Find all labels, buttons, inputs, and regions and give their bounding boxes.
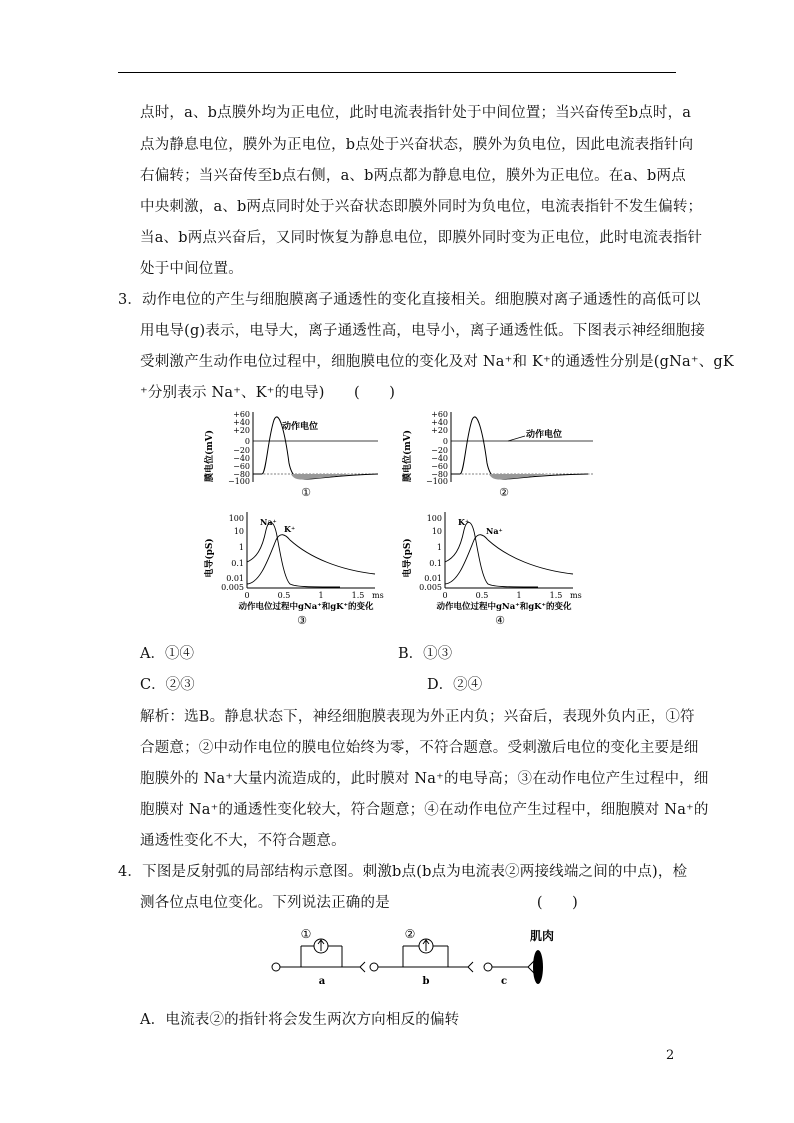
analysis-line: 解析：选B。静息状态下，神经细胞膜表现为外正内负；兴奋后，表现外负内正，①符 (140, 709, 695, 725)
svg-text:100: 100 (426, 514, 442, 523)
figure-q3 (190, 408, 620, 640)
ap-label: 动作电位 (526, 430, 563, 440)
label-c: c (500, 976, 508, 987)
svg-text:0.5: 0.5 (475, 591, 489, 600)
svg-text:100: 100 (228, 514, 244, 523)
svg-text:0: 0 (442, 591, 448, 600)
panel-1 (203, 410, 378, 499)
question-4-line: 测各位点电位变化。下列说法正确的是 ( ) (140, 895, 579, 911)
option-b: B．①③ (398, 646, 453, 662)
svg-text:0.5: 0.5 (277, 591, 291, 600)
y-axis-label: 电导(pS) (403, 538, 413, 578)
panel-2 (401, 410, 593, 499)
text-line: 点为静息电位，膜外为正电位，b点处于兴奋状态，膜外为负电位，因此电流表指针向 (140, 137, 694, 153)
ap-label: 动作电位 (282, 422, 319, 432)
svg-text:0: 0 (244, 591, 250, 600)
x-axis-label: 动作电位过程中gNa⁺和gK⁺的变化 (238, 602, 374, 612)
x-axis-label: 动作电位过程中gNa⁺和gK⁺的变化 (436, 602, 572, 612)
svg-text:−80: −80 (431, 470, 448, 479)
svg-text:ms: ms (570, 591, 582, 600)
svg-text:1.5: 1.5 (549, 591, 563, 600)
analysis-line: 胞膜外的 Na⁺大量内流造成的，此时膜对 Na⁺的电导高；③在动作电位产生过程中，细 (140, 771, 709, 787)
na-label: Na⁺ (260, 517, 277, 527)
analysis-line: 合题意；②中动作电位的膜电位始终为零，不符合题意。受刺激后电位的变化主要是细 (140, 740, 699, 756)
svg-text:1: 1 (318, 591, 324, 600)
option-c: C．②③ (140, 677, 195, 693)
svg-text:1.5: 1.5 (351, 591, 365, 600)
svg-text:0: 0 (244, 437, 250, 446)
svg-text:10: 10 (233, 527, 244, 536)
text-line: 右偏转；当兴奋传至b点右侧，a、b两点都为静息电位，膜外为正电位。在a、b两点 (140, 168, 686, 184)
svg-text:−20: −20 (431, 446, 448, 455)
svg-text:ms: ms (372, 591, 384, 600)
svg-text:0: 0 (442, 437, 448, 446)
svg-text:0.005: 0.005 (419, 583, 442, 592)
y-axis-label: 膜电位(mV) (205, 429, 215, 483)
label-b: b (422, 976, 430, 987)
svg-text:+60: +60 (233, 410, 250, 419)
panel-label: ② (499, 486, 509, 499)
analysis-line: 通透性变化不大，不符合题意。 (140, 833, 346, 849)
svg-text:1: 1 (238, 543, 244, 552)
na-label: Na⁺ (486, 526, 503, 536)
svg-text:+40: +40 (233, 418, 250, 427)
text-line: 处于中间位置。 (140, 261, 243, 277)
svg-text:0.005: 0.005 (221, 583, 244, 592)
svg-text:0.01: 0.01 (226, 574, 244, 583)
panel-label: ① (301, 486, 311, 499)
muscle-shape (533, 950, 543, 984)
svg-text:1: 1 (516, 591, 522, 600)
option-d: D．②④ (427, 677, 483, 693)
panel-3 (203, 512, 384, 627)
muscle-label: 肌肉 (530, 929, 555, 943)
svg-text:0.1: 0.1 (231, 559, 244, 568)
meter-1-label: ① (300, 927, 312, 941)
text-line: 点时，a、b点膜外均为正电位，此时电流表指针处于中间位置；当兴奋传至b点时，a (140, 105, 692, 121)
svg-text:−20: −20 (233, 446, 250, 455)
svg-text:−40: −40 (233, 454, 250, 463)
svg-text:−60: −60 (431, 462, 448, 471)
svg-text:10: 10 (431, 527, 442, 536)
svg-text:0.01: 0.01 (424, 574, 442, 583)
svg-text:−40: −40 (431, 454, 448, 463)
question-4-line: 4．下图是反射弧的局部结构示意图。刺激b点(b点为电流表②两接线端之间的中点)，检 (118, 864, 688, 880)
header-rule (118, 72, 676, 73)
svg-text:+20: +20 (431, 426, 448, 435)
svg-text:1: 1 (436, 543, 442, 552)
text-line: 中央刺激，a、b两点同时处于兴奋状态即膜外同时为负电位，电流表指针不发生偏转； (140, 199, 703, 215)
panel-4 (401, 512, 582, 627)
svg-text:−100: −100 (228, 477, 250, 486)
text-line: 当a、b两点兴奋后，又同时恢复为静息电位，即膜外同时变为正电位，此时电流表指针 (140, 230, 703, 246)
y-axis-label: 膜电位(mV) (403, 429, 413, 483)
option-a: A．①④ (140, 646, 194, 662)
question-3-line: ⁺分别表示 Na⁺、K⁺的电导) ( ) (140, 385, 396, 401)
page-number: 2 (666, 1048, 675, 1063)
svg-text:−100: −100 (426, 477, 448, 486)
analysis-line: 胞膜对 Na⁺的通透性变化较大，符合题意；④在动作电位产生过程中，细胞膜对 Na⁺的 (140, 802, 709, 818)
question-4-option-a: A．电流表②的指针将会发生两次方向相反的偏转 (140, 1012, 460, 1028)
svg-text:+40: +40 (431, 418, 448, 427)
svg-text:0.1: 0.1 (429, 559, 442, 568)
question-3-line: 3．动作电位的产生与细胞膜离子通透性的变化直接相关。细胞膜对离子通透性的高低可以 (118, 292, 701, 308)
svg-text:+60: +60 (431, 410, 448, 419)
y-axis-label: 电导(pS) (205, 538, 215, 578)
question-3-line: 受刺激产生动作电位过程中，细胞膜电位的变化及对 Na⁺和 K⁺的通透性分别是(gNa⁺、gK (140, 354, 734, 370)
panel-label: ④ (495, 614, 505, 627)
panel-label: ③ (297, 614, 307, 627)
meter-2-label: ② (404, 927, 416, 941)
k-label: K⁺ (284, 524, 296, 534)
label-a: a (318, 976, 326, 987)
figure-q4 (268, 924, 558, 992)
svg-text:−80: −80 (233, 470, 250, 479)
svg-text:−60: −60 (233, 462, 250, 471)
k-label: K⁺ (458, 517, 470, 527)
question-3-line: 用电导(g)表示，电导大，离子通透性高，电导小，离子通透性低。下图表示神经细胞接 (140, 323, 706, 339)
svg-text:+20: +20 (233, 426, 250, 435)
